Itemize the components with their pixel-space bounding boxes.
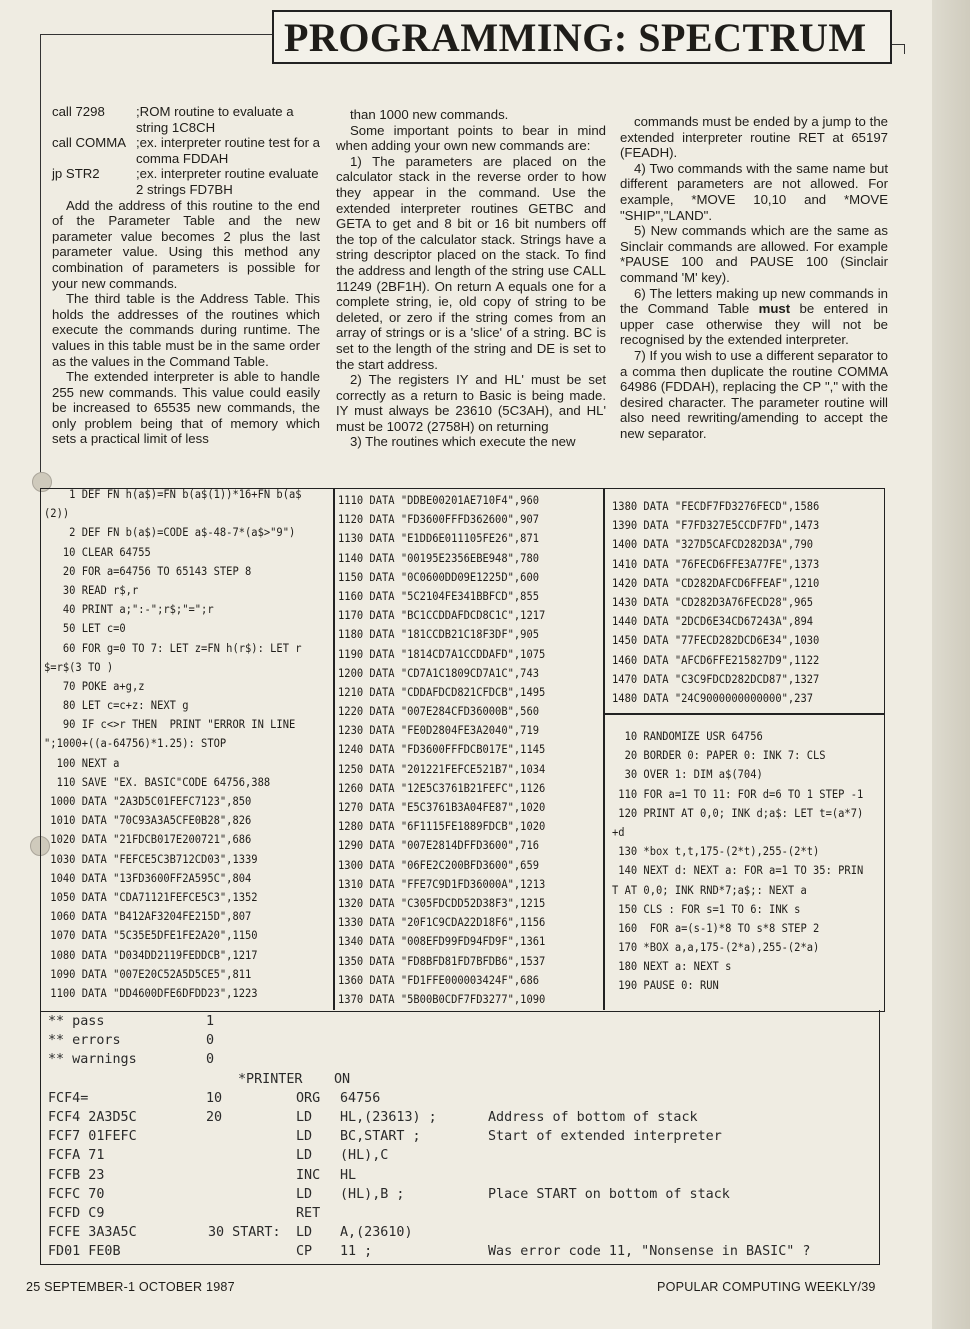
listing-line: 110 FOR a=1 TO 11: FOR d=6 TO 1 STEP -1 — [612, 786, 864, 801]
asm-field: 0 — [206, 1033, 215, 1049]
asm-field: FCFE 3A3A5C — [48, 1225, 137, 1241]
listing-line: 1220 DATA "007E284CFD36000B",560 — [338, 704, 540, 719]
listing-line: 1200 DATA "CD7A1C1809CD7A1C",743 — [338, 665, 540, 680]
listing-line: 1100 DATA "DD4600DFE6DFDD23",1223 — [44, 985, 258, 1000]
asm-snippet-op: jp STR2 — [52, 166, 100, 182]
listing-line: 1130 DATA "E1DD6E011105FE26",871 — [338, 531, 540, 546]
asm-field: FCF7 01FEFC — [48, 1129, 137, 1145]
listing-line: 1380 DATA "FECDF7FD3276FECD",1586 — [612, 499, 820, 513]
text-column-2 — [336, 107, 606, 450]
listing-line: 40 PRINT a;":-";r$;"=";r — [44, 602, 214, 617]
listing-line: 30 READ r$,r — [44, 582, 139, 597]
paragraph: 1) The parameters are placed on the calculator stack in the reverse order to how they appear in the command. Use the extended interpreter routines GETBC and GETA to get and 8 bit or 16 bit numbers off the top of the calculator stack. Strings have a string descriptor placed on the stack. To find the address and length of the string use CALL 11249 (2BF1H). On return A equals one for a complete string, ie, old copy of string to be deleted, or zero if the string comes from an array of strings or is a 'slice' of a string. BC is set to the length of the string and DE is set to the start address. — [336, 153, 606, 372]
listing-line: 110 SAVE "EX. BASIC"CODE 64756,388 — [44, 774, 271, 789]
listing-line: 1410 DATA "76FECD6FFE3A77FE",1373 — [612, 556, 820, 571]
listing-line: 1390 DATA "F7FD327E5CCDF7FD",1473 — [612, 518, 820, 533]
asm-field: 1 — [206, 1014, 215, 1029]
asm-snippet — [52, 104, 320, 198]
listing-line: 1210 DATA "CDDAFDCD821CFDCB",1495 — [338, 684, 546, 699]
listing-divider-2 — [603, 488, 605, 1010]
paragraph: 4) Two commands with the same name but different parameters are not allowed. For example, *MOVE 10,10 and *MOVE "SHIP","LAND". — [620, 160, 888, 223]
asm-field: Start of extended interpreter — [488, 1129, 722, 1145]
section-title-box — [272, 10, 892, 64]
listing-line: $=r$(3 TO ) — [44, 659, 114, 674]
listing-line: 10 RANDOMIZE USR 64756 — [612, 729, 763, 743]
asm-field: 30 START: — [208, 1225, 281, 1241]
listing-line: 1470 DATA "C3C9FDCD282DCD87",1327 — [612, 671, 820, 686]
listing-line: 1330 DATA "20F1C9CDA22D18F6",1156 — [338, 915, 546, 930]
asm-field: A,(23610) — [340, 1225, 413, 1241]
listing-line: 1280 DATA "6F1115FE1889FDCB",1020 — [338, 819, 546, 834]
asm-snippet-row — [52, 104, 320, 135]
paragraph: than 1000 new commands. — [350, 107, 509, 122]
asm-field: ** errors — [48, 1033, 121, 1049]
data-listing-2 — [338, 491, 545, 1009]
asm-field: FCF4 2A3D5C — [48, 1109, 137, 1125]
listing-line: 150 CLS : FOR s=1 TO 6: INK s — [612, 901, 801, 916]
listing-line: 1050 DATA "CDA71121FEFCE5C3",1352 — [44, 889, 258, 904]
listing-line: 1150 DATA "0C0600DD09E1225D",600 — [338, 569, 540, 584]
asm-field: *PRINTER — [238, 1071, 303, 1087]
asm-snippet-op: call 7298 — [52, 104, 105, 119]
header-rule — [40, 34, 272, 35]
listing-divider-1 — [333, 488, 335, 1010]
asm-field: 10 — [206, 1090, 223, 1106]
listing-line: (2)) — [44, 506, 70, 521]
paragraph: Add the address of this routine to the end of the Parameter Table and the new parameter value becomes 2 plus the last parameter value. Using this method any combination of parameters is possible for your new commands. — [52, 197, 320, 291]
asm-field: LD — [296, 1129, 313, 1145]
listing-line: 1180 DATA "181CCDB21C18F3DF",905 — [338, 627, 540, 642]
listing-line: 1110 DATA "DDBE00201AE710F4",960 — [338, 493, 540, 507]
column-2-paragraphs — [336, 107, 606, 450]
asm-field: INC — [296, 1167, 321, 1183]
asm-field: LD — [296, 1186, 313, 1202]
listing-line: 1030 DATA "FEFCE5C3B712CD03",1339 — [44, 851, 258, 866]
asm-field: Address of bottom of stack — [488, 1109, 698, 1125]
asm-field: FCFD C9 — [48, 1205, 105, 1221]
listing-line: ";1000+((a-64756)*1.25): STOP — [44, 736, 227, 751]
footer-date: 25 SEPTEMBER-1 OCTOBER 1987 — [26, 1280, 235, 1294]
listing-line: 1360 DATA "FD1FFE000003424F",686 — [338, 972, 540, 987]
asm-snippet-row — [52, 135, 320, 166]
asm-field: Was error code 11, "Nonsense in BASIC" ? — [488, 1244, 811, 1260]
listing-line: 1140 DATA "00195E2356EBE948",780 — [338, 550, 540, 565]
asm-field: LD — [296, 1109, 313, 1125]
asm-field: FCFC 70 — [48, 1186, 105, 1202]
paragraph: 3) The routines which execute the new — [350, 434, 576, 450]
asm-field: LD — [296, 1225, 313, 1241]
asm-field: ORG — [296, 1090, 321, 1106]
asm-field: LD — [296, 1148, 313, 1164]
header-rule-right — [890, 44, 904, 45]
asm-field: ** pass — [48, 1014, 105, 1029]
listing-line: 190 PAUSE 0: RUN — [612, 978, 719, 993]
text-column-1 — [52, 104, 320, 447]
listing-line: 1260 DATA "12E5C3761B21FEFC",1126 — [338, 780, 546, 795]
asm-snippet-op: call COMMA — [52, 135, 126, 151]
listing-line: 50 LET c=0 — [44, 621, 126, 636]
listing-line: 20 BORDER 0: PAPER 0: INK 7: CLS — [612, 748, 826, 763]
asm-field: (HL),B ; — [340, 1186, 405, 1202]
paragraph: 7) If you wish to use a different separator to a comma then duplicate the routine COMMA 64986 (FDDAH), replacing the CP "," with the desired character. The parameter routine will also need rewriting/amending to accept the new separator. — [620, 347, 888, 441]
page-edge — [932, 0, 970, 1329]
listing-line: 70 POKE a+g,z — [44, 678, 145, 693]
listing-line: 1230 DATA "FE0D2804FE3A2040",719 — [338, 723, 540, 738]
header-rule-right-tick — [904, 44, 905, 54]
listing-line: 1120 DATA "FD3600FFFD362600",907 — [338, 512, 540, 527]
asm-field: CP — [296, 1244, 313, 1260]
listing-line: 1450 DATA "77FECD282DCD6E34",1030 — [612, 633, 820, 648]
listing-line: 100 NEXT a — [44, 755, 120, 770]
asm-snippet-comment: ;ex. interpreter routine evaluate 2 strings FD7BH — [136, 166, 319, 197]
asm-field: FCF4= — [48, 1090, 89, 1106]
asm-snippet-comment: ;ROM routine to evaluate a string 1C8CH — [136, 104, 294, 135]
asm-field: ** warnings — [48, 1052, 137, 1068]
asm-field: ON — [334, 1071, 351, 1087]
listing-line: 1350 DATA "FD8BFD81FD7BFDB6",1537 — [338, 953, 546, 968]
listing-line: 90 IF c<>r THEN PRINT "ERROR IN LINE — [44, 717, 296, 732]
listing-line: 1240 DATA "FD3600FFFDCB017E",1145 — [338, 742, 546, 757]
listing-line: 1080 DATA "D034DD2119FEDDCB",1217 — [44, 947, 258, 962]
paragraph: Some important points to bear in mind when adding your own new commands are: — [336, 122, 606, 154]
data-listing-3 — [612, 497, 819, 708]
listing-line: 1090 DATA "007E20C52A5D5CE5",811 — [44, 966, 252, 981]
listing-line: 1290 DATA "007E2814DFFD3600",716 — [338, 838, 540, 853]
paragraph: 6) The letters making up new commands in the Command Table must be entered in upper case otherwise they will not be recognised by the extended interpreter. — [620, 285, 888, 348]
listing-line: 80 LET c=c+z: NEXT g — [44, 698, 189, 713]
listing-divider-3 — [603, 713, 884, 715]
asm-field: FD01 FE0B — [48, 1244, 121, 1260]
asm-field: 11 ; — [340, 1244, 373, 1260]
asm-field: HL,(23613) ; — [340, 1109, 437, 1125]
asm-field: HL — [340, 1167, 357, 1183]
asm-field: 64756 — [340, 1090, 381, 1106]
listing-line: 1370 DATA "5B00B0CDF7FD3277",1090 — [338, 991, 546, 1006]
listing-line: +d — [612, 824, 625, 839]
paragraph: commands must be ended by a jump to the extended interpreter routine RET at 65197 (FEADH). — [620, 114, 888, 161]
listing-line: 170 *BOX a,a,175-(2*a),255-(2*a) — [612, 940, 820, 955]
listing-line: 1020 DATA "21FDCB017E200721",686 — [44, 832, 252, 847]
left-rule — [40, 34, 41, 488]
asm-snippet-row — [52, 166, 320, 197]
listing-line: 1190 DATA "1814CD7A1CCDDAFD",1075 — [338, 646, 546, 661]
listing-line: 10 CLEAR 64755 — [44, 544, 151, 559]
listing-line: 1010 DATA "70C93A3A5CFE0B28",826 — [44, 813, 252, 828]
listing-line: 1270 DATA "E5C3761B3A04FE87",1020 — [338, 800, 546, 814]
listing-line: 1310 DATA "FFE7C9D1FD36000A",1213 — [338, 876, 546, 891]
listing-line: 1000 DATA "2A3D5C01FEFC7123",850 — [44, 794, 252, 808]
assembler-frame — [40, 1010, 880, 1265]
listing-line: 1430 DATA "CD282D3A76FECD28",965 — [612, 594, 814, 609]
footer-page: POPULAR COMPUTING WEEKLY/39 — [657, 1280, 876, 1294]
listing-line: T AT 0,0; INK RND*7;a$;: NEXT a — [612, 882, 807, 897]
paragraph: The extended interpreter is able to handle 255 new commands. This value could easily be increased to 65535 new commands, the only problem being that of memory which sets a practical limit of less — [52, 369, 320, 447]
demo-program-listing — [612, 727, 863, 996]
listing-line: 1480 DATA "24C9000000000000",237 — [612, 690, 814, 705]
listing-line: 2 DEF FN b(a$)=CODE a$-48-7*(a$>"9") — [44, 525, 296, 540]
listing-line: 30 OVER 1: DIM a$(704) — [612, 767, 763, 782]
asm-field: BC,START ; — [340, 1129, 421, 1145]
listing-line: 1460 DATA "AFCD6FFE215827D9",1122 — [612, 652, 820, 667]
listing-line: 1300 DATA "06FE2C200BFD3600",659 — [338, 857, 540, 872]
listing-line: 180 NEXT a: NEXT s — [612, 959, 732, 974]
listing-line: 1420 DATA "CD282DAFCD6FFEAF",1210 — [612, 575, 820, 590]
column-1-paragraphs — [52, 198, 320, 448]
asm-field: FCFA 71 — [48, 1148, 105, 1164]
listing-line: 130 *box t,t,175-(2*t),255-(2*t) — [612, 844, 820, 859]
listing-line: 1170 DATA "BC1CCDDAFDCD8C1C",1217 — [338, 608, 546, 623]
paragraph: 2) The registers IY and HL' must be set correctly as a return to Basic is being made. IY must always be 23610 (5C3AH), and HL' must be 10072 (2758H) on returning — [336, 372, 606, 434]
listing-line: 1040 DATA "13FD3600FF2A595C",804 — [44, 870, 252, 885]
asm-field: 20 — [206, 1109, 223, 1125]
listing-line: 1440 DATA "2DCD6E34CD67243A",894 — [612, 614, 814, 629]
listing-line: 20 FOR a=64756 TO 65143 STEP 8 — [44, 563, 252, 578]
listing-line: 1340 DATA "008EFD99FD94FD9F",1361 — [338, 934, 546, 949]
listing-line: 1070 DATA "5C35E5DFE1FE2A20",1150 — [44, 928, 258, 943]
basic-loader-listing — [44, 485, 302, 1003]
emphasis: must — [758, 301, 791, 317]
listing-line: 1400 DATA "327D5CAFCD282D3A",790 — [612, 537, 814, 552]
listing-line: 120 PRINT AT 0,0; INK d;a$: LET t=(a*7) — [612, 805, 864, 820]
listing-line: 1250 DATA "201221FEFCE521B7",1034 — [338, 761, 546, 776]
listing-line: 1320 DATA "C305FDCDD52D38F3",1215 — [338, 895, 546, 910]
listing-line: 160 FOR a=(s-1)*8 TO s*8 STEP 2 — [612, 920, 820, 935]
paragraph: The third table is the Address Table. This holds the addresses of the routines which execute the commands during runtime. The values in this table must be in the same order as the values in the Command Table. — [52, 291, 320, 369]
listing-line: 1060 DATA "B412AF3204FE215D",807 — [44, 909, 252, 924]
asm-field: FCFB 23 — [48, 1167, 105, 1183]
paragraph: 5) New commands which are the same as Sinclair commands are allowed. For example *PAUSE 100 and PAUSE 100 (Sinclair command 'M' key). — [620, 223, 888, 285]
text-column-3 — [620, 114, 888, 441]
listing-line: 60 FOR g=0 TO 7: LET z=FN h(r$): LET r — [44, 640, 302, 655]
listing-line: 140 NEXT d: NEXT a: FOR a=1 TO 35: PRIN — [612, 863, 864, 878]
asm-field: (HL),C — [340, 1148, 389, 1164]
asm-field: RET — [296, 1205, 321, 1221]
asm-field: 0 — [206, 1052, 215, 1068]
asm-field: Place START on bottom of stack — [488, 1186, 730, 1202]
asm-snippet-comment: ;ex. interpreter routine test for a comma FDDAH — [136, 135, 320, 166]
listing-line: 1160 DATA "5C2104FE341BBFCD",855 — [338, 588, 540, 603]
column-3-paragraphs — [620, 114, 888, 441]
listing-line: 1 DEF FN h(a$)=FN b(a$(1))*16+FN b(a$ — [44, 487, 302, 501]
section-title: PROGRAMMING: SPECTRUM — [284, 15, 867, 60]
